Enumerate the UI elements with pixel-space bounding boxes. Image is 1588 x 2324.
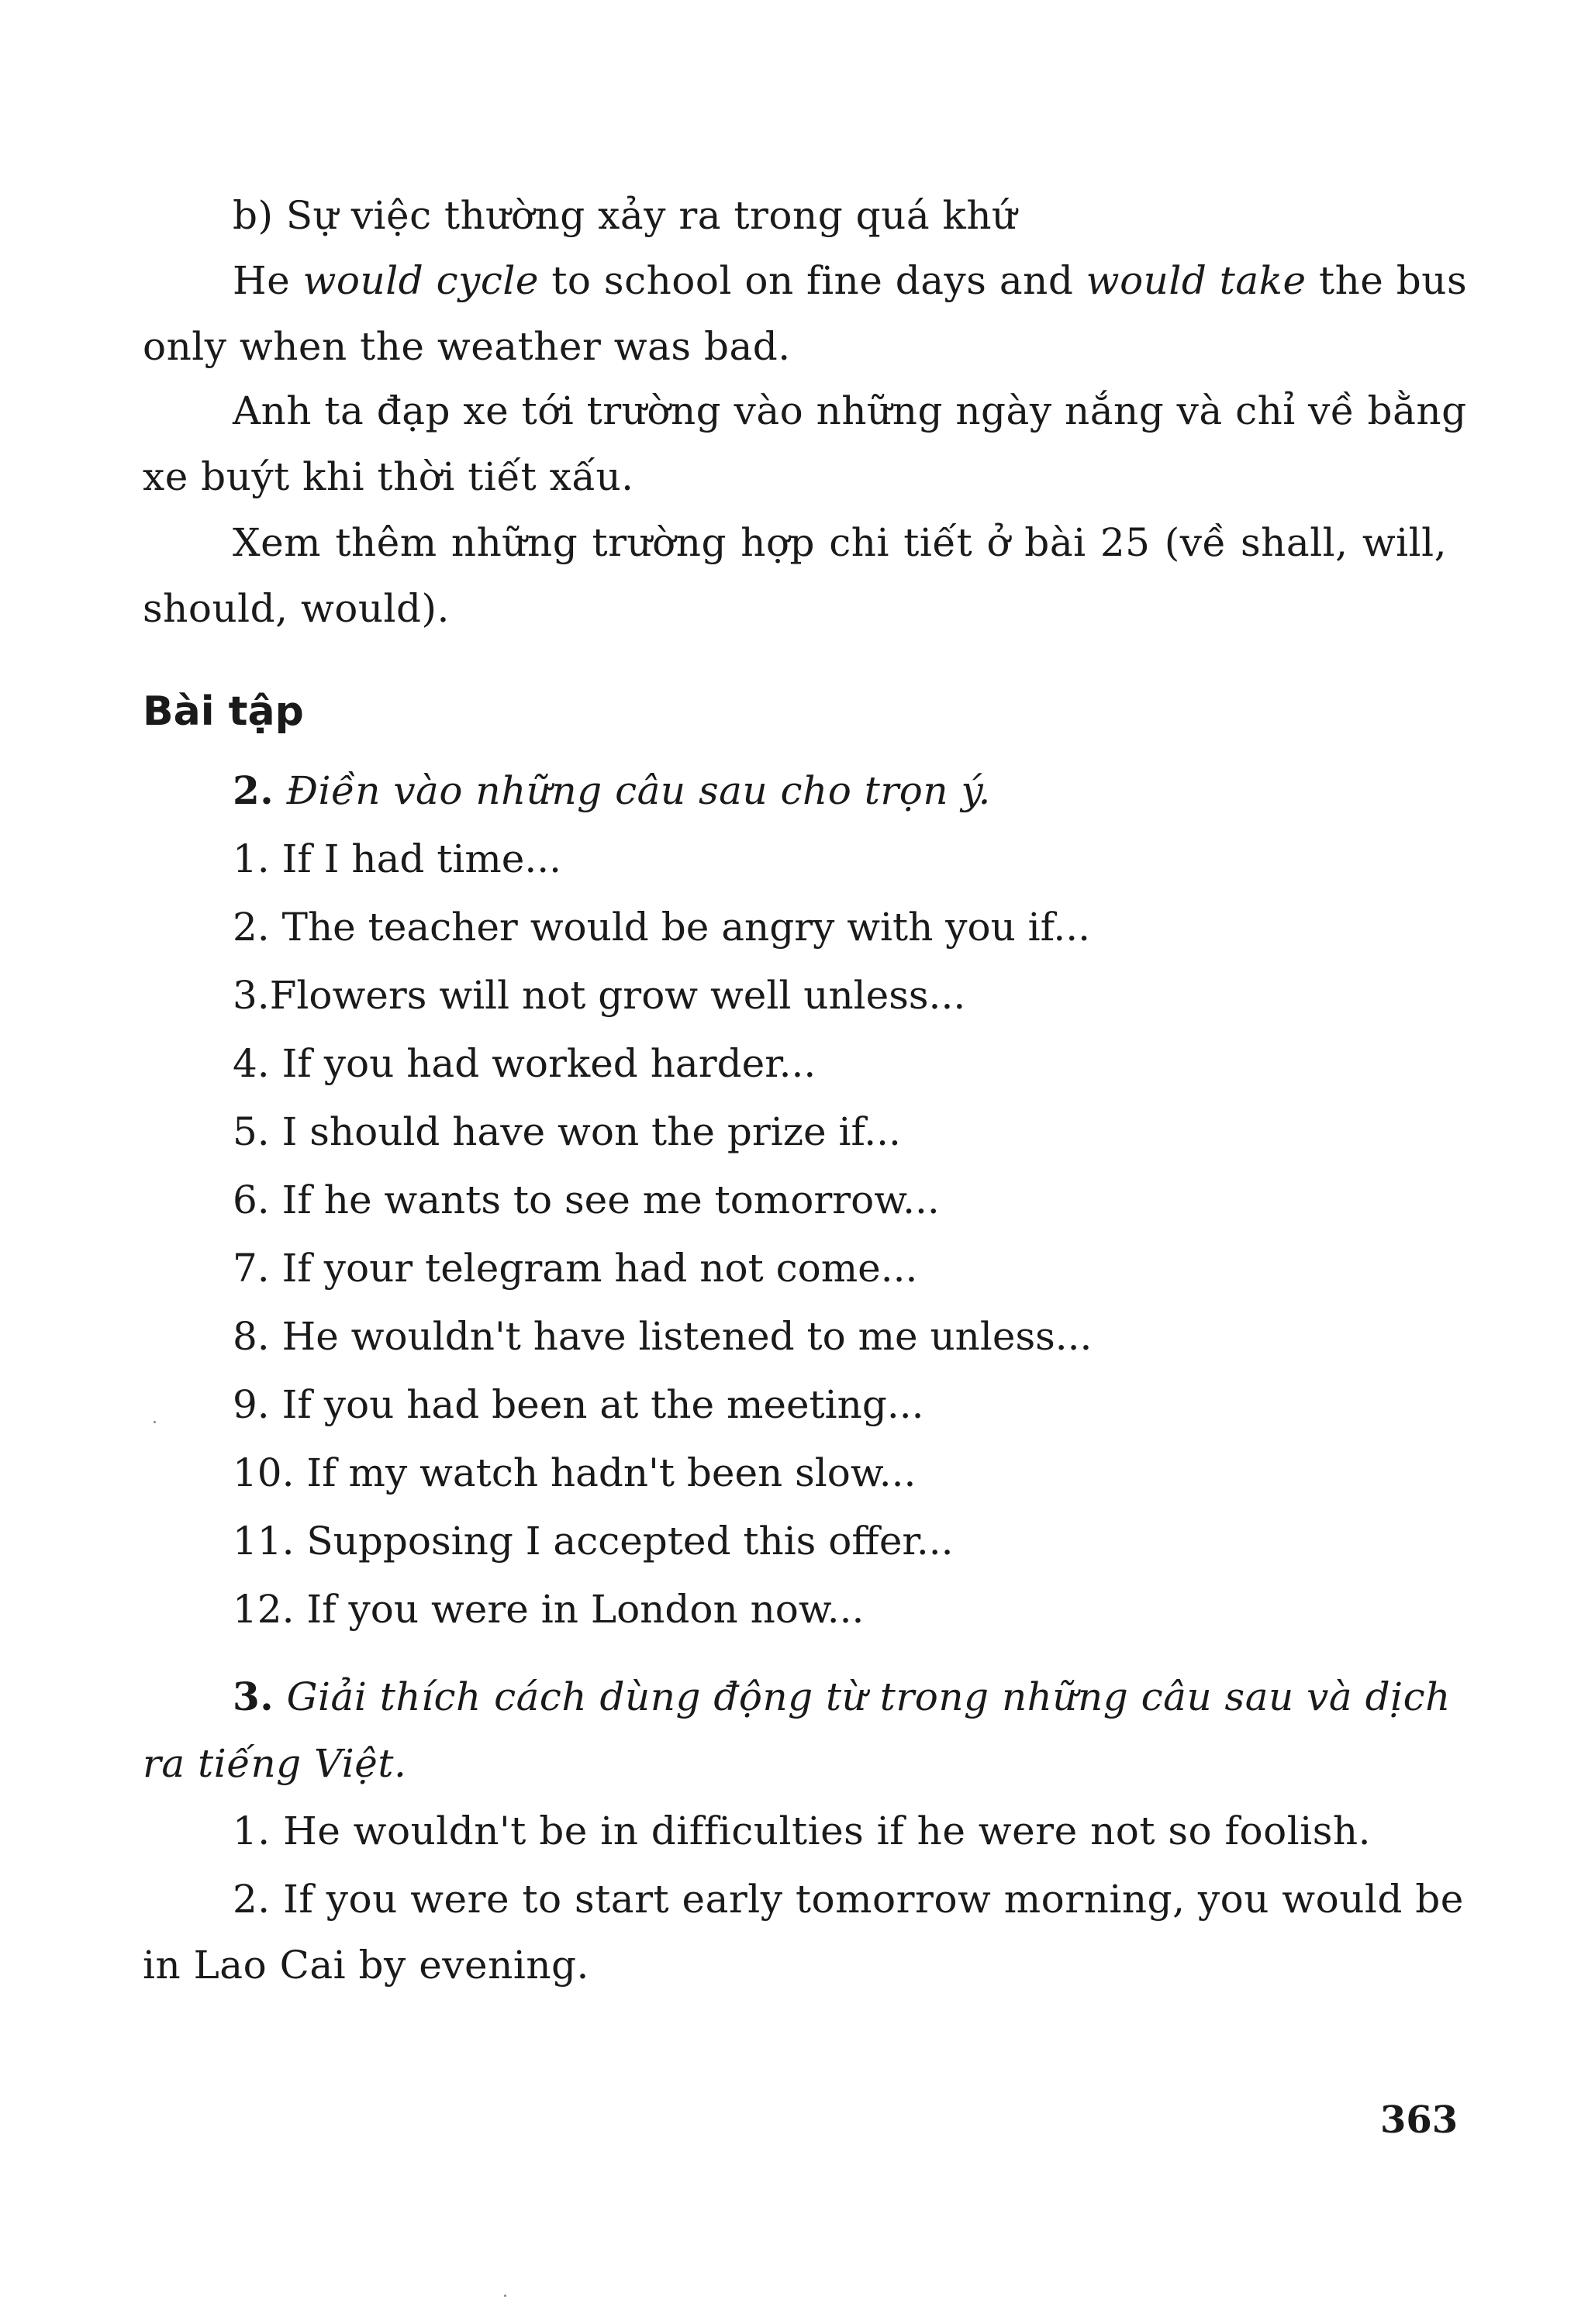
exercise-3-number: 3. xyxy=(233,1674,274,1719)
exercise-3-item-1: 1. He wouldn't be in difficulties if he were not so foolish. xyxy=(233,1809,1371,1853)
exercise-2-number: 2. xyxy=(233,767,274,813)
exercise-2-item-8: 8. He wouldn't have listened to me unless... xyxy=(233,1314,1093,1359)
see-more-line-1: Xem thêm những trường hợp chi tiết ở bài 25 (về shall, will, xyxy=(233,520,1447,565)
example-en-line-1 xyxy=(233,257,1468,304)
example-en-text-3: the bus xyxy=(1306,258,1468,303)
exercises-heading: Bài tập xyxy=(143,688,304,735)
exercise-2-item-2: 2. The teacher would be angry with you if... xyxy=(233,905,1091,950)
scan-speck xyxy=(504,2295,506,2297)
exercise-2-title: Điền vào những câu sau cho trọn ý. xyxy=(286,768,991,813)
example-en-text-2: to school on fine days and xyxy=(538,258,1086,303)
page-number: 363 xyxy=(1380,2098,1459,2142)
exercise-2-item-3: 3.Flowers will not grow well unless... xyxy=(233,973,966,1018)
exercise-2-item-7: 7. If your telegram had not come... xyxy=(233,1246,918,1291)
example-en-italic-1: would cycle xyxy=(302,258,539,303)
exercise-2-item-11: 11. Supposing I accepted this offer... xyxy=(233,1519,954,1564)
example-en-line-2: only when the weather was bad. xyxy=(143,324,791,369)
example-en-italic-2: would take xyxy=(1086,258,1307,303)
example-vi-line-2: xe buýt khi thời tiết xấu. xyxy=(143,454,634,499)
exercise-2-item-12: 12. If you were in London now... xyxy=(233,1587,865,1632)
exercise-3-title-line-1: Giải thích cách dùng động từ trong những câu sau và dịch xyxy=(286,1674,1451,1719)
exercise-3-item-2-line-2: in Lao Cai by evening. xyxy=(143,1943,589,1988)
exercise-2-item-1: 1. If I had time... xyxy=(233,836,562,881)
scan-speck xyxy=(154,1421,156,1423)
section-b-heading: b) Sự việc thường xảy ra trong quá khứ xyxy=(233,193,1017,238)
exercise-2-item-5: 5. I should have won the prize if... xyxy=(233,1109,901,1154)
exercise-3-header xyxy=(233,1674,1451,1720)
exercise-2-item-9: 9. If you had been at the meeting... xyxy=(233,1382,924,1427)
example-en-text-1: He xyxy=(233,258,303,303)
exercise-2-item-10: 10. If my watch hadn't been slow... xyxy=(233,1450,917,1495)
exercise-2-item-4: 4. If you had worked harder... xyxy=(233,1041,816,1086)
exercise-3-item-2-line-1: 2. If you were to start early tomorrow morning, you would be xyxy=(233,1877,1464,1922)
exercise-2-item-6: 6. If he wants to see me tomorrow... xyxy=(233,1178,940,1222)
exercise-2-header xyxy=(233,767,991,814)
exercise-3-title-line-2: ra tiếng Việt. xyxy=(143,1741,407,1786)
see-more-line-2: should, would). xyxy=(143,586,450,631)
example-vi-line-1: Anh ta đạp xe tới trường vào những ngày nắng và chỉ về bằng xyxy=(233,388,1467,433)
